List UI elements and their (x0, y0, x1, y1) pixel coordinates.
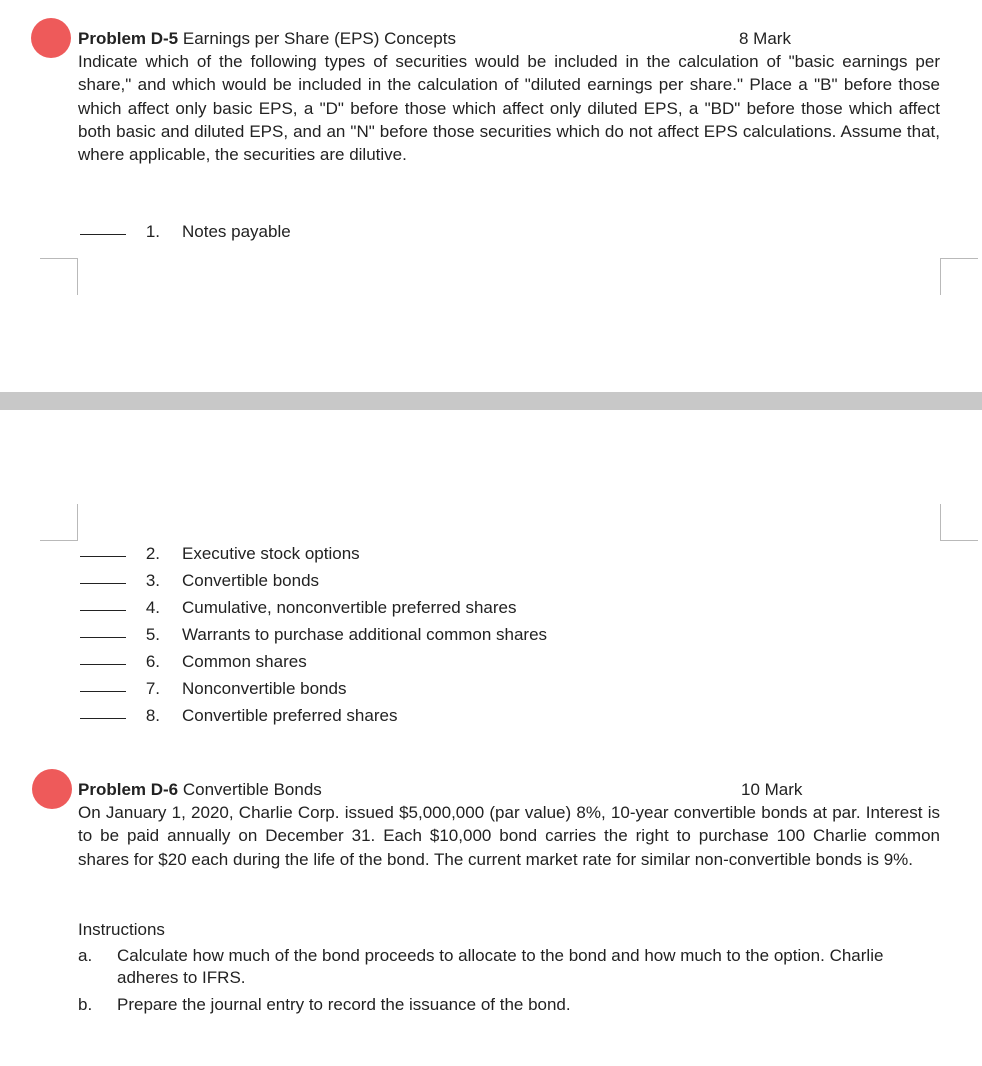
item-number: 1. (145, 222, 160, 241)
problem-d5-item-2 (80, 540, 680, 567)
item-label: Executive stock options (182, 544, 360, 563)
item-label: Notes payable (182, 222, 291, 241)
crop-mark-bottom-left (40, 504, 78, 541)
problem-d5-item-1 (80, 218, 580, 245)
instruction-letter: b. (78, 995, 93, 1014)
problem-d6-title (78, 778, 940, 801)
item-label: Convertible preferred shares (182, 706, 398, 725)
item-label: Warrants to purchase additional common shares (182, 625, 548, 644)
crop-mark-bottom-right (940, 504, 978, 541)
item-label: Convertible bonds (182, 571, 320, 590)
answer-blank[interactable] (80, 596, 126, 611)
problem-d6-title-text: Convertible Bonds (178, 780, 322, 799)
item-number: 8. (145, 706, 160, 725)
instruction-b (78, 994, 940, 1018)
item-number: 7. (145, 679, 160, 698)
item-number: 4. (145, 598, 160, 617)
problem-d5-title-text: Earnings per Share (EPS) Concepts (178, 29, 456, 48)
answer-blank[interactable] (80, 677, 126, 692)
answer-blank[interactable] (80, 704, 126, 719)
instruction-letter: a. (78, 946, 93, 965)
problem-d6-marker-icon (32, 769, 72, 809)
instructions-heading: Instructions (78, 920, 165, 939)
answer-blank[interactable] (80, 650, 126, 665)
answer-blank[interactable] (80, 569, 126, 584)
problem-d5-title (78, 27, 940, 50)
instruction-text: Prepare the journal entry to record the issuance of the bond. (117, 995, 571, 1014)
problem-d6-marks: 10 Mark (741, 780, 803, 799)
page-separator (0, 392, 982, 410)
problem-d5-marker-icon (31, 18, 71, 58)
answer-blank[interactable] (80, 623, 126, 638)
problem-d5-item-7 (80, 675, 680, 702)
document-page-2 (0, 410, 982, 1066)
problem-d6-body: On January 1, 2020, Charlie Corp. issued $5,000,000 (par value) 8%, 10-year convertible bonds at par. Interest is to be paid annually on December 31. Each $10,000 bond carries the right to purchase 100 Charlie common shares for $20 each during the life of the bond. The current market rate for similar non-convertible bonds is 9%. (78, 803, 940, 869)
problem-d6-title-number: Problem D-6 (78, 780, 179, 799)
problem-d5-item-6 (80, 648, 680, 675)
item-number: 3. (145, 571, 160, 590)
problem-d5-item-8 (80, 702, 680, 729)
problem-d5-marks: 8 Mark (739, 29, 791, 48)
answer-blank[interactable] (80, 542, 126, 557)
item-number: 2. (145, 544, 160, 563)
crop-mark-top-right (940, 258, 978, 295)
item-number: 6. (145, 652, 160, 671)
instruction-a (78, 945, 940, 991)
document-page-1 (0, 0, 982, 392)
problem-d5-instructions: Indicate which of the following types of securities would be included in the calculation of "basic earnings per share," and which would be included in the calculation of "diluted earnings per share." Place a "B" before those which affect only basic EPS, a "D" before those which affect only diluted EPS, a "BD" before those which affect both basic and diluted EPS, and an "N" before those securities which do not affect EPS calculations. Assume that, where applicable, the securities are dilutive. (78, 52, 940, 165)
crop-mark-top-left (40, 258, 78, 295)
answer-blank[interactable] (80, 220, 126, 235)
problem-d5-title-number: Problem D-5 (78, 29, 179, 48)
problem-d5-item-3 (80, 567, 680, 594)
item-number: 5. (145, 625, 160, 644)
instruction-text: Calculate how much of the bond proceeds to allocate to the bond and how much to the option. Charlie adheres to IFRS. (117, 946, 884, 987)
item-label: Nonconvertible bonds (182, 679, 347, 698)
problem-d5-item-5 (80, 621, 680, 648)
item-label: Common shares (182, 652, 307, 671)
item-label: Cumulative, nonconvertible preferred shares (182, 598, 517, 617)
problem-d5-item-4 (80, 594, 680, 621)
